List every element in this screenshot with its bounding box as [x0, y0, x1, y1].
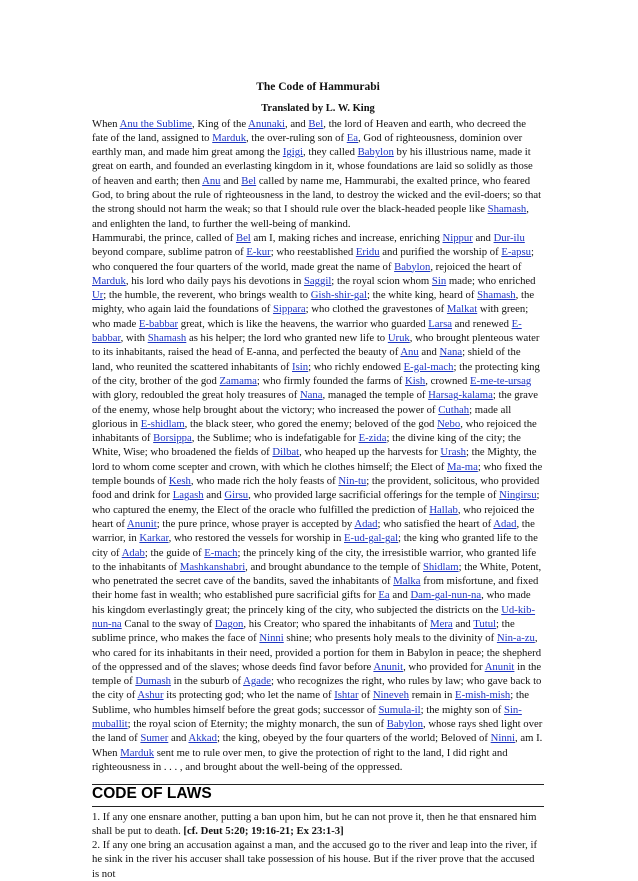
glossary-link[interactable]: Zamama [219, 374, 257, 387]
prologue-paragraph [92, 231, 544, 746]
glossary-link[interactable]: Adad [354, 517, 378, 530]
text-run: , they called [303, 146, 358, 159]
text-run: , who heaped up the harvests for [299, 446, 441, 459]
text-run: , who cared for its inhabitants in their need, provided a portion for them in Babylon in peace; the shepherd of the oppressed and of the slaves; whose deeds find favor before [92, 632, 542, 673]
glossary-link[interactable]: E-shidlam [140, 417, 185, 430]
page-title: The Code of Hammurabi [256, 81, 380, 93]
divider-bottom [92, 806, 544, 807]
text-run: ; who clothed the gravestones of [305, 303, 447, 316]
text-run: and [389, 589, 411, 602]
text-run: by his illustrious name, made it great on earth, and founded an everlasting kingdom in it, whose foundations are laid so solidly as those of heaven and earth; then [92, 146, 533, 187]
text-run: , with [120, 332, 148, 345]
glossary-link[interactable]: Isin [292, 360, 309, 373]
text-run: , crowned [425, 374, 471, 387]
glossary-link[interactable]: Dumash [135, 675, 171, 688]
text-run: in the temple of [92, 660, 542, 688]
section-heading: CODE OF LAWS [92, 785, 212, 803]
glossary-link[interactable]: Adad [493, 517, 517, 530]
text-run: and renewed [452, 317, 512, 330]
document-page [92, 76, 544, 881]
glossary-link[interactable]: Mashkanshabri [179, 560, 246, 573]
text-run: ; the king who granted life to the city of [92, 532, 538, 559]
text-run: with glory, redoubled the great holy treasures of [92, 389, 300, 402]
text-run: ; the guide of [144, 546, 205, 559]
law-paragraph [92, 838, 544, 881]
glossary-link[interactable]: Ashur [137, 689, 164, 702]
glossary-link[interactable]: Bel [235, 231, 251, 244]
text-run: ; made all glorious in [92, 403, 512, 430]
text-run: ; the provident, solicitous, who provided food and drink for [92, 475, 540, 502]
text-run: , the warrior, in [92, 517, 535, 545]
glossary-link[interactable]: E-babbar [92, 317, 522, 345]
text-run: and purified the worship of [379, 246, 502, 259]
glossary-link[interactable]: Uruk [387, 332, 410, 345]
glossary-link[interactable]: Saggil [303, 274, 332, 287]
text-run: ; the princely king of the city, the irresistible warrior, who granted life to the inhabitants of [92, 546, 537, 573]
glossary-link[interactable]: Babylon [386, 718, 423, 731]
glossary-link[interactable]: Kish [405, 374, 426, 387]
text-run: ; the protecting king of the city, brother of the god [92, 360, 540, 387]
glossary-link[interactable]: Eridu [355, 246, 380, 259]
text-run: and [168, 732, 189, 745]
text-run: 1. If any one ensnare another, putting a ban upon him, but he can not prove it, then he that ensnared him shall be put to death. [92, 810, 537, 837]
glossary-link[interactable]: Ea [378, 589, 390, 602]
text-run: ; the humble, the reverent, who brings wealth to [103, 289, 311, 302]
glossary-link[interactable]: Anunit [127, 517, 157, 530]
text-run: called by name me, Hammurabi, the exalted prince, who feared God, to bring about the rule of righteousness in the land, to destroy the wicked and the evil-doers; so that the strong should not harm the weak; so that I should rule over the black-headed people like [92, 174, 542, 216]
scripture-reference: [cf. Deut 5:20; 19:16-21; Ex 23:1-3] [183, 824, 344, 837]
text-run: Hammurabi, the prince, called of [92, 231, 236, 244]
text-run: , his Creator; who spared the inhabitants of [243, 617, 431, 630]
glossary-link[interactable]: Ninni [490, 732, 515, 745]
text-run: , God of righteousness, dominion over earthly man, and made him great among the [92, 131, 523, 159]
glossary-link[interactable]: Marduk [92, 274, 126, 287]
glossary-link[interactable]: Ningirsu [499, 489, 537, 502]
text-run: remain in [409, 689, 456, 702]
glossary-link[interactable]: Gish-shir-gal [310, 289, 367, 302]
text-run: and [472, 231, 494, 244]
glossary-link[interactable]: Dagon [214, 617, 244, 630]
text-run: When [92, 117, 120, 130]
text-run: ; the Mighty, the lord to whom come scepter and crown, with which he clothes himself; the Elect of [92, 446, 537, 473]
laws-list [92, 810, 544, 881]
glossary-link[interactable]: Anunit [484, 660, 515, 673]
text-run: , who provided large sacrificial offerings for the temple of [248, 489, 500, 502]
text-run: in the suburb of [170, 675, 244, 688]
glossary-link[interactable]: Ninni [259, 632, 284, 645]
text-run: , the black steer, who gored the enemy; beloved of the god [184, 417, 438, 430]
glossary-link[interactable]: Girsu [224, 489, 249, 502]
glossary-link[interactable]: E-babbar [138, 317, 179, 330]
glossary-link[interactable]: Ur [92, 289, 104, 302]
glossary-link[interactable]: Ea [346, 131, 359, 144]
glossary-link[interactable]: Mera [430, 617, 453, 630]
glossary-link[interactable]: Harsag-kalama [428, 389, 493, 402]
glossary-link[interactable]: Urash [440, 446, 466, 459]
text-run: ; the royal scion of Eternity; the mighty monarch, the sun of [127, 718, 387, 731]
glossary-link[interactable]: Ma-ma [446, 460, 478, 473]
glossary-link[interactable]: Adab [121, 546, 145, 559]
glossary-link[interactable]: Marduk [212, 131, 247, 144]
text-run: , the mighty, who again laid the foundations of [92, 289, 535, 316]
text-run: ; the grave of the enemy, whose help brought about the victory; who increased the power of [92, 389, 538, 416]
text-run: as his helper; the lord who granted new life to [186, 332, 388, 345]
text-run: , and enlighten the land, to further the well-being of mankind. [92, 203, 529, 230]
text-run: , whose rays shed light over the land of [92, 718, 543, 745]
text-run: ; the divine king of the city; the White, Wise; who broadened the fields of [92, 432, 521, 459]
prologue [92, 117, 544, 775]
text-run: beyond compare, sublime patron of [92, 246, 247, 259]
text-run: , the over-ruling son of [246, 131, 347, 144]
text-run: from misfortune, and fixed their home fast in wealth; who established pure sacrificial gifts for [92, 575, 539, 602]
text-run: and [220, 174, 242, 187]
text-run: ; shield of the land, who reunited the scattered inhabitants of [92, 346, 521, 373]
glossary-link[interactable]: Dur-ilu [493, 231, 525, 244]
glossary-link[interactable]: Shamash [147, 332, 187, 345]
glossary-link[interactable]: Ishtar [334, 689, 359, 702]
text-run: When [92, 746, 121, 759]
glossary-link[interactable]: Sippara [272, 303, 306, 316]
glossary-link[interactable]: Bel [308, 117, 324, 130]
glossary-link[interactable]: Nebo [437, 417, 461, 430]
text-run: ; who fixed the temple bounds of [92, 460, 543, 488]
text-run: , who restored the vessels for worship in [168, 532, 345, 545]
text-run: of [358, 689, 373, 702]
glossary-link[interactable]: Sin [431, 274, 447, 287]
glossary-link[interactable]: E-kur [246, 246, 271, 259]
text-run: ; the king, obeyed by the four quarters of the world; Beloved of [216, 732, 491, 745]
text-run: ; the white king, heard of [366, 289, 478, 302]
text-run: , who provided for [403, 660, 485, 673]
glossary-link[interactable]: Sumer [140, 732, 169, 745]
text-run: and [452, 617, 474, 630]
text-run: ; the pure prince, whose prayer is accepted by [156, 517, 355, 530]
glossary-link[interactable]: Hallab [429, 503, 458, 516]
glossary-link[interactable]: E-mach [204, 546, 238, 559]
glossary-link[interactable]: Karkar [139, 532, 169, 545]
text-run: , who rejoiced the heart of [92, 503, 535, 530]
prologue-paragraph [92, 746, 544, 775]
text-run: , who made rich the holy feasts of [190, 475, 339, 488]
text-run: with green; who made [92, 303, 529, 330]
glossary-link[interactable]: E-zida [358, 432, 387, 445]
glossary-link[interactable]: Ud-kib-nun-na [92, 603, 536, 630]
text-run: ; the Sublime, who humbles himself before the great gods; successor of [92, 689, 529, 716]
translator-credit: Translated by L. W. King [261, 103, 375, 115]
glossary-link[interactable]: Nin-tu [338, 475, 367, 488]
text-run: , and brought abundance to the temple of [245, 560, 423, 573]
glossary-link[interactable]: Anunaki [248, 117, 285, 130]
text-run: ; who richly endowed [308, 360, 404, 373]
glossary-link[interactable]: Larsa [428, 317, 452, 330]
glossary-link[interactable]: Lagash [172, 489, 204, 502]
text-run: ; who satisfied the heart of [377, 517, 494, 530]
text-run: and [203, 489, 225, 502]
text-run: ; the sublime prince, who makes the face of [92, 617, 515, 645]
glossary-link[interactable]: Bel [241, 174, 257, 187]
text-run: , rejoiced the heart of [430, 260, 522, 273]
glossary-link[interactable]: Shidlam [422, 560, 459, 573]
glossary-link[interactable]: Nana [439, 346, 463, 359]
text-run: , the lord of Heaven and earth, who decreed the fate of the land, assigned to [92, 117, 526, 144]
text-run: , who made his kingdom everlastingly great; the princely king of the city, who subjected the districts on the [92, 589, 531, 616]
text-run: great, which is like the heavens, the warrior who guarded [178, 317, 429, 330]
glossary-link[interactable]: Anu the Sublime [119, 117, 193, 130]
glossary-link[interactable]: Anu [202, 174, 221, 187]
glossary-link[interactable]: Akkad [188, 732, 217, 745]
text-run: its protecting god; who let the name of [163, 689, 335, 702]
glossary-link[interactable]: Anunit [373, 660, 404, 673]
glossary-link[interactable]: Nippur [442, 231, 473, 244]
glossary-link[interactable]: Nana [299, 389, 323, 402]
text-run: shine; who presents holy meals to the divinity of [283, 632, 497, 645]
glossary-link[interactable]: Sin-muballit [92, 703, 522, 731]
glossary-link[interactable]: Anu [400, 346, 419, 359]
text-run: ; who reestablished [270, 246, 356, 259]
text-run: made; who enriched [446, 274, 536, 287]
glossary-link[interactable]: Nin-a-zu [496, 632, 535, 645]
text-run: am I, making riches and increase, enriching [250, 231, 443, 244]
glossary-link[interactable]: Borsippa [153, 432, 192, 445]
text-run: and [418, 346, 440, 359]
prologue-paragraph [92, 117, 544, 231]
glossary-link[interactable]: Agade [243, 675, 272, 688]
text-run: ; who conquered the four quarters of the world, made great the name of [92, 246, 534, 273]
text-run: , am I. [515, 732, 543, 745]
glossary-link[interactable]: Babylon [357, 146, 394, 159]
text-run: , and [284, 117, 309, 130]
glossary-link[interactable]: Dam-gal-nun-na [410, 589, 482, 602]
text-run: , the Sublime; who is indefatigable for [191, 432, 359, 445]
text-run: ; the mighty son of [420, 703, 505, 716]
text-run: Canal to the sway of [121, 617, 215, 630]
glossary-link[interactable]: Cuthah [438, 403, 470, 416]
text-run: , his lord who daily pays his devotions in [125, 274, 304, 287]
glossary-link[interactable]: E-apsu [501, 246, 532, 259]
glossary-link[interactable]: E-mish-mish [455, 689, 511, 702]
text-run: ; who recognizes the right, who rules by law; who gave back to the city of [92, 675, 542, 702]
glossary-link[interactable]: Dilbat [272, 446, 300, 459]
glossary-link[interactable]: E-ud-gal-gal [344, 532, 399, 545]
text-run: 2. If any one bring an accusation against a man, and the accused go to the river and leap into the river, if he sink in the river his accuser shall take possession of his house. But if the river prove that the accused is not [92, 839, 538, 880]
text-run: ; who captured the enemy, the Elect of the oracle who fulfilled the prediction of [92, 489, 540, 516]
glossary-link[interactable]: Kesh [168, 475, 191, 488]
glossary-link[interactable]: Shamash [487, 203, 527, 216]
text-run: ; who firmly founded the farms of [256, 374, 406, 387]
text-run: , King of the [192, 117, 249, 130]
glossary-link[interactable]: Igigi [282, 146, 304, 159]
glossary-link[interactable]: Tutul [473, 617, 497, 630]
glossary-link[interactable]: Sumula-il [378, 703, 421, 716]
text-run: , managed the temple of [322, 389, 429, 402]
text-run: sent me to rule over men, to give the protection of right to the land, I did right and righteousness in . . . , and brought about the well-being of the oppressed. [92, 746, 508, 773]
glossary-link[interactable]: Babylon [394, 260, 431, 273]
text-run: ; the royal scion whom [331, 274, 432, 287]
law-paragraph [92, 810, 544, 839]
glossary-link[interactable]: Shamash [477, 289, 516, 302]
glossary-link[interactable]: Malka [393, 575, 421, 588]
glossary-link[interactable]: Nineveh [372, 689, 410, 702]
glossary-link[interactable]: Marduk [120, 746, 155, 759]
glossary-link[interactable]: E-me-te-ursag [470, 374, 532, 387]
glossary-link[interactable]: Malkat [446, 303, 478, 316]
text-run: , who brought plenteous water to its inhabitants, raised the head of E-anna, and perfected the beauty of [92, 332, 540, 359]
glossary-link[interactable]: E-gal-mach [403, 360, 454, 373]
text-run: ; the White, Potent, who penetrated the secret cave of the bandits, saved the inhabitants of [92, 560, 542, 588]
text-run: , who rejoiced the inhabitants of [92, 417, 537, 445]
